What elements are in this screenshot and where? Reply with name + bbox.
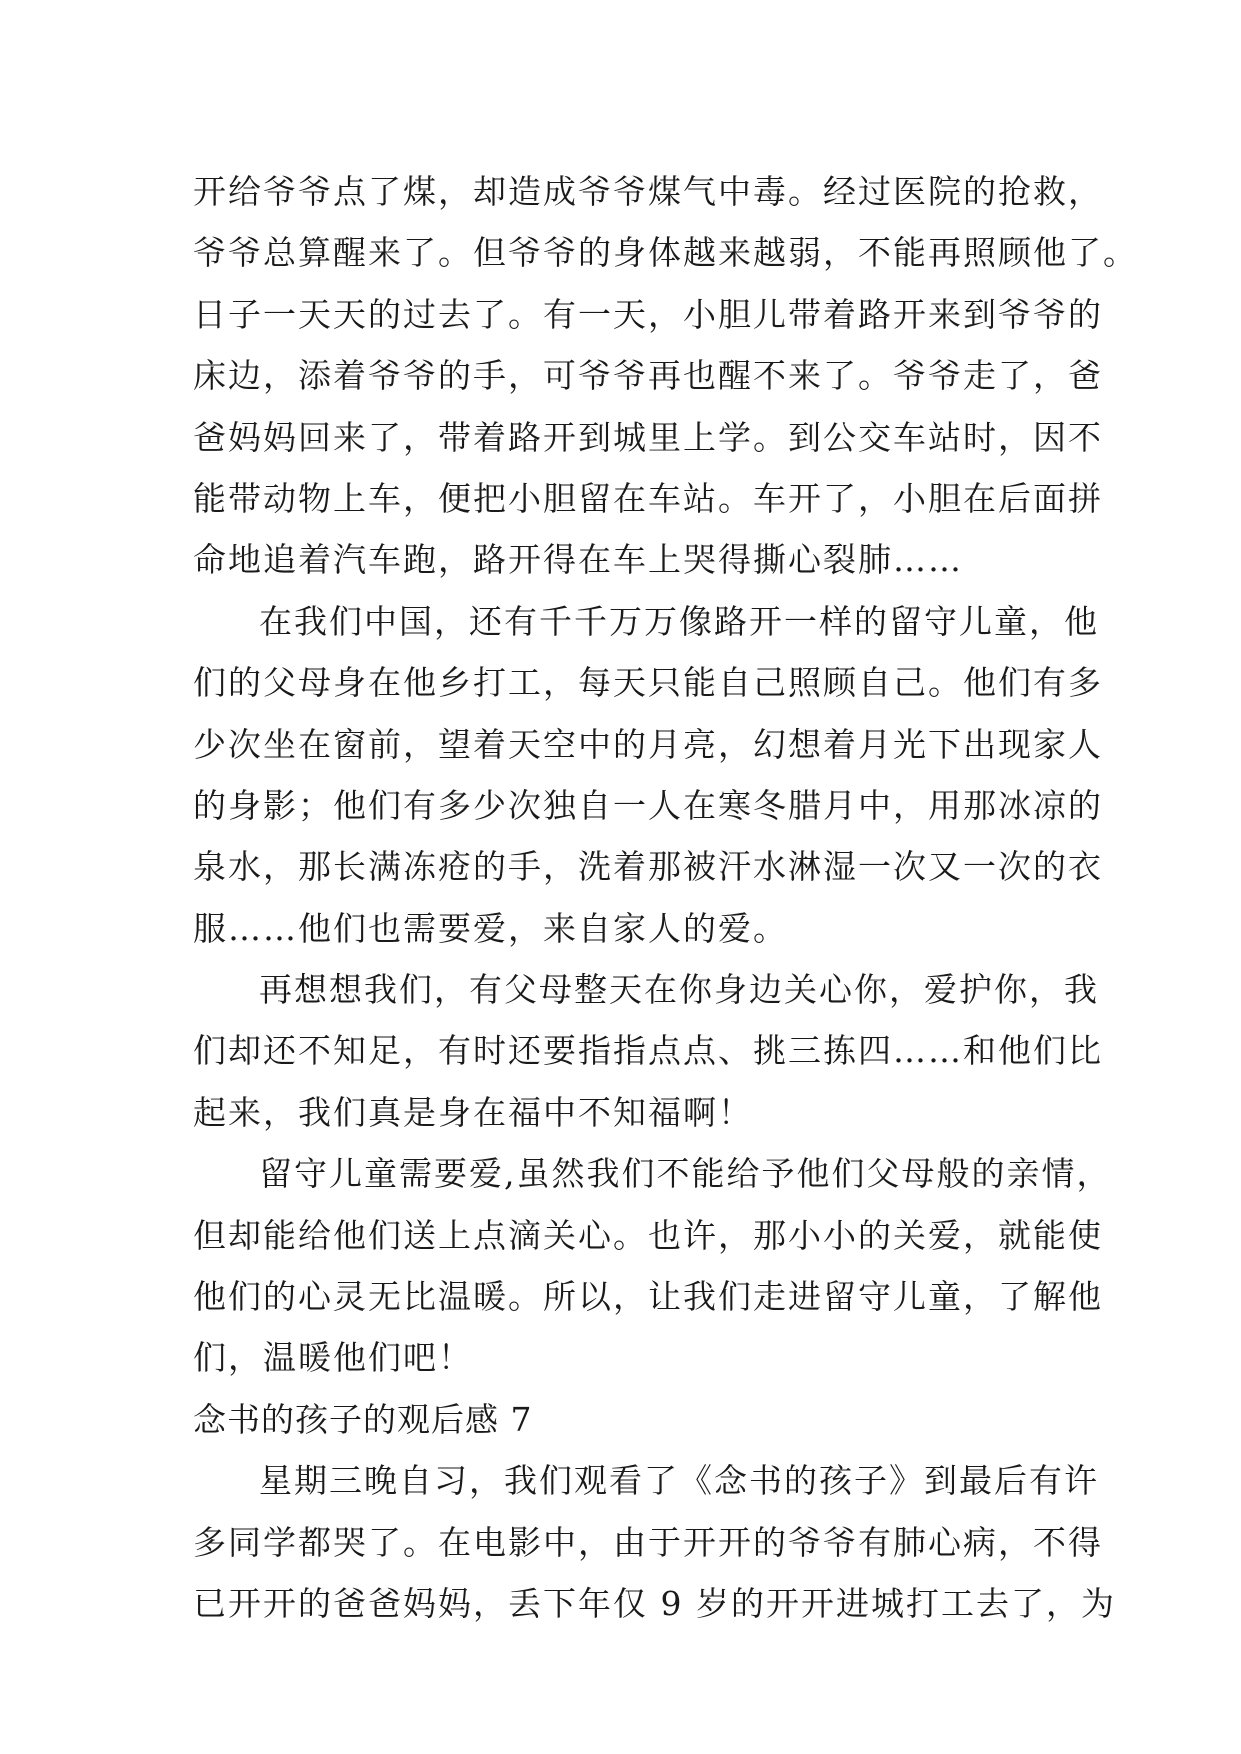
text-line: 留守儿童需要爱,虽然我们不能给予他们父母般的亲情， (259, 1154, 1112, 1194)
text-line: 在我们中国，还有千千万万像路开一样的留守儿童，他 (259, 601, 1099, 641)
text-line: 多同学都哭了。在电影中，由于开开的爷爷有肺心病，不得 (193, 1522, 1103, 1562)
text-line: 能带动物上车，便把小胆留在车站。车开了，小胆在后面拼 (193, 478, 1103, 518)
text-line: 他们的心灵无比温暖。所以，让我们走进留守儿童，了解他 (193, 1277, 1103, 1317)
text-line: 星期三晚自习，我们观看了《念书的孩子》到最后有许 (259, 1461, 1099, 1501)
text-line: 再想想我们，有父母整天在你身边关心你，爱护你，我 (259, 970, 1099, 1010)
text-line: 床边，添着爷爷的手，可爷爷再也醒不来了。爷爷走了，爸 (193, 356, 1103, 396)
text-line: 们，温暖他们吧！ (193, 1338, 473, 1378)
text-line: 服……他们也需要爱，来自家人的爱。 (193, 908, 788, 948)
text-line: 泉水，那长满冻疮的手，洗着那被汗水淋湿一次又一次的衣 (193, 847, 1103, 887)
text-line: 们却还不知足，有时还要指指点点、挑三拣四……和他们比 (193, 1031, 1103, 1071)
text-line: 日子一天天的过去了。有一天，小胆儿带着路开来到爷爷的 (193, 294, 1103, 334)
text-line: 爸妈妈回来了，带着路开到城里上学。到公交车站时，因不 (193, 417, 1103, 457)
text-line: 但却能给他们送上点滴关心。也许，那小小的关爱，就能使 (193, 1215, 1103, 1255)
body-text (193, 161, 1138, 1634)
text-line: 开给爷爷点了煤，却造成爷爷煤气中毒。经过医院的抢救， (193, 172, 1103, 211)
text-line: 命地追着汽车跑，路开得在车上哭得撕心裂肺…… (193, 540, 963, 580)
text-line: 已开开的爸爸妈妈，丢下年仅 9 岁的开开进城打工去了，为 (193, 1583, 1116, 1623)
text-line: 少次坐在窗前，望着天空中的月亮，幻想着月光下出现家人 (193, 724, 1103, 764)
text-line: 爷爷总算醒来了。但爷爷的身体越来越弱，不能再照顾他了。 (193, 233, 1138, 273)
section-heading: 念书的孩子的观后感 7 (193, 1399, 533, 1439)
text-line: 的身影；他们有多少次独自一人在寒冬腊月中，用那冰凉的 (193, 785, 1103, 825)
text-line: 起来，我们真是身在福中不知福啊！ (193, 1092, 753, 1132)
text-line: 们的父母身在他乡打工，每天只能自己照顾自己。他们有多 (193, 663, 1103, 703)
